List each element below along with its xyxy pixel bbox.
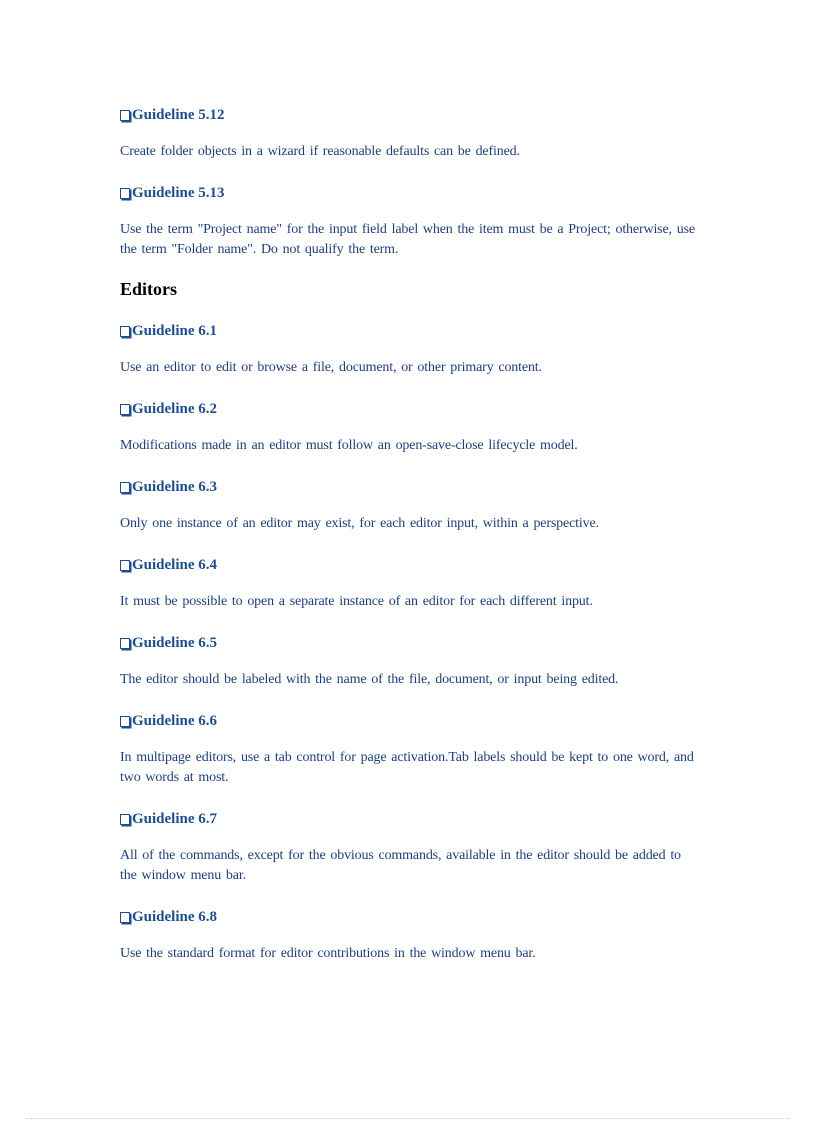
guideline-heading — [120, 180, 700, 202]
checkbox-icon — [120, 912, 130, 923]
guideline-block — [120, 904, 700, 964]
guideline-title: Guideline 6.8 — [132, 909, 218, 925]
guideline-block — [120, 630, 700, 690]
guideline-block — [120, 806, 700, 886]
guideline-text: Use the term "Project name" for the input field label when the item must be a Project; otherwise, use the term "Folder name". Do not qualify the term. — [120, 222, 695, 257]
guideline-heading — [120, 904, 700, 926]
guideline-heading — [120, 102, 700, 124]
guideline-title: Guideline 6.4 — [132, 557, 218, 573]
guideline-text: Create folder objects in a wizard if reasonable defaults can be defined. — [120, 144, 520, 159]
checkbox-icon — [120, 560, 130, 571]
guideline-block — [120, 396, 700, 456]
guideline-block — [120, 708, 700, 788]
guideline-block — [120, 474, 700, 534]
guideline-title: Guideline 6.1 — [132, 323, 218, 339]
checkbox-icon — [120, 326, 130, 337]
guideline-text: All of the commands, except for the obvious commands, available in the editor should be added to the window menu bar. — [120, 848, 681, 883]
guideline-text: The editor should be labeled with the name of the file, document, or input being edited. — [120, 672, 619, 687]
guideline-text: Only one instance of an editor may exist, for each editor input, within a perspective. — [120, 516, 599, 531]
guideline-heading — [120, 708, 700, 730]
guideline-heading — [120, 806, 700, 828]
section-title: Editors — [120, 279, 178, 299]
checkbox-icon — [120, 716, 130, 727]
guideline-title: Guideline 6.2 — [132, 401, 218, 417]
guideline-heading — [120, 552, 700, 574]
checkbox-icon — [120, 110, 130, 121]
guideline-title: Guideline 6.6 — [132, 713, 218, 729]
guideline-title: Guideline 5.12 — [132, 107, 225, 123]
guideline-block — [120, 318, 700, 378]
guideline-heading — [120, 318, 700, 340]
guideline-block — [120, 102, 700, 162]
guideline-text: It must be possible to open a separate instance of an editor for each different input. — [120, 594, 593, 609]
guideline-title: Guideline 6.7 — [132, 811, 218, 827]
guideline-heading — [120, 396, 700, 418]
checkbox-icon — [120, 638, 130, 649]
guideline-title: Guideline 6.5 — [132, 635, 218, 651]
checkbox-icon — [120, 188, 130, 199]
guideline-block — [120, 180, 700, 260]
guideline-text: Modifications made in an editor must follow an open-save-close lifecycle model. — [120, 438, 578, 453]
checkbox-icon — [120, 482, 130, 493]
page-bottom-divider — [26, 1118, 790, 1119]
guideline-heading — [120, 630, 700, 652]
guideline-text: Use an editor to edit or browse a file, document, or other primary content. — [120, 360, 542, 375]
guideline-text: In multipage editors, use a tab control for page activation.Tab labels should be kept to one word, and two words at most. — [120, 750, 694, 785]
checkbox-icon — [120, 814, 130, 825]
guideline-title: Guideline 5.13 — [132, 185, 225, 201]
document-content — [120, 102, 700, 982]
checkbox-icon — [120, 404, 130, 415]
guideline-text: Use the standard format for editor contributions in the window menu bar. — [120, 946, 536, 961]
guideline-heading — [120, 474, 700, 496]
guideline-title: Guideline 6.3 — [132, 479, 218, 495]
guideline-block — [120, 552, 700, 612]
